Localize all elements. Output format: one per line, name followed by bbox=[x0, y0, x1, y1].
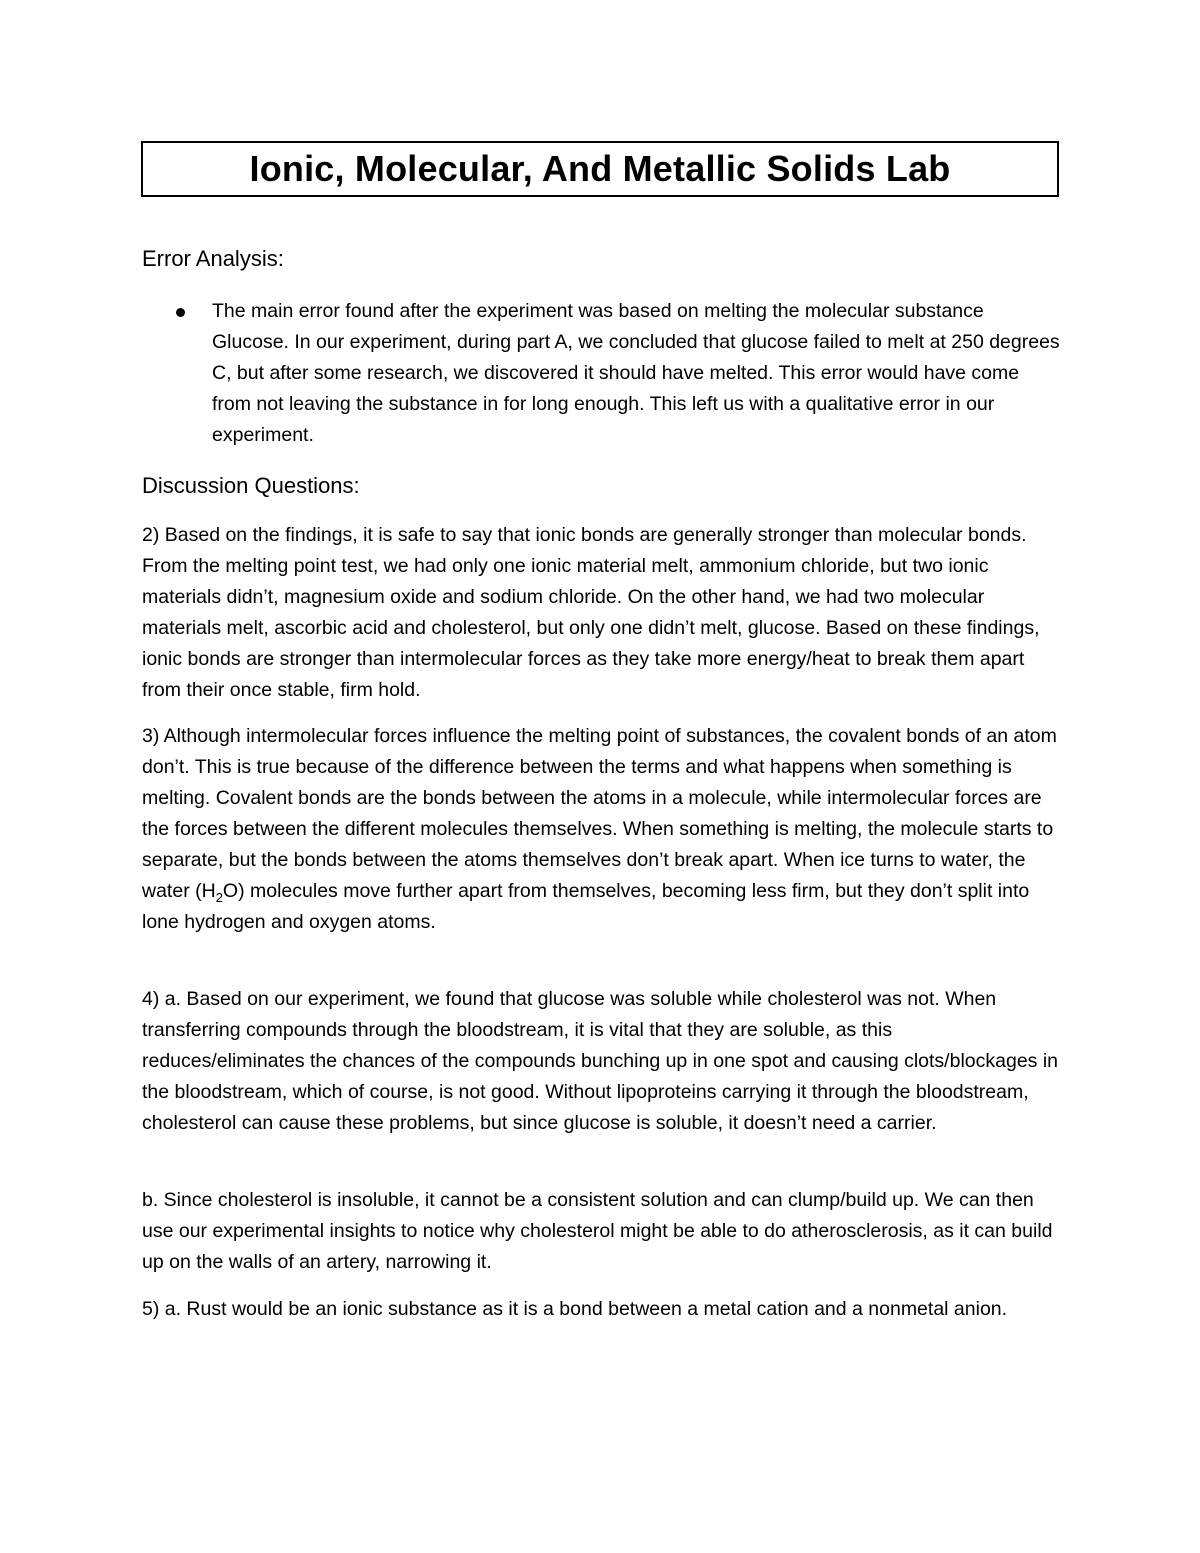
error-analysis-text: The main error found after the experiment was based on melting the molecular substance Glucose. In our experiment, during part A, we concluded that glucose failed to melt at 250 degrees C, but after some research, we discovered it should have melted. This error would have come from not leaving the substance in for long enough. This left us with a qualitative error in our experiment. bbox=[212, 300, 1060, 446]
subscript-2: 2 bbox=[215, 889, 223, 905]
bullet-icon bbox=[176, 308, 185, 317]
error-analysis-list bbox=[142, 296, 1060, 451]
document-title: Ionic, Molecular, And Metallic Solids Lab bbox=[249, 148, 951, 189]
list-item bbox=[142, 296, 1060, 451]
question-4a-answer: 4) a. Based on our experiment, we found that glucose was soluble while cholesterol was not. When transferring compounds through the bloodstream, it is vital that they are soluble, as this reduces/eliminates the chances of the compounds bunching up in one spot and causing clots/blockages in the bloodstream, which of course, is not good. Without lipoproteins carrying it through the bloodstream, cholesterol can cause these problems, but since glucose is soluble, it doesn’t need a carrier. bbox=[142, 988, 1059, 1134]
error-analysis-heading: Error Analysis: bbox=[142, 246, 284, 271]
question-3-text-part1: 3) Although intermolecular forces influence the melting point of substances, the covalent bonds of an atom don’t. This is true because of the difference between the terms and what happens when something is melting. Covalent bonds are the bonds between the atoms in a molecule, while intermolecular forces are the forces between the different molecules themselves. When something is melting, the molecule starts to separate, but the bonds between the atoms themselves don’t break apart. When ice turns to water, the water (H bbox=[142, 725, 1057, 902]
question-3-answer bbox=[142, 721, 1060, 938]
question-3-text-part2: O) molecules move further apart from themselves, becoming less firm, but they don’t split into lone hydrogen and oxygen atoms. bbox=[142, 880, 1030, 933]
question-4b-answer: b. Since cholesterol is insoluble, it cannot be a consistent solution and can clump/build up. We can then use our experimental insights to notice why cholesterol might be able to do atherosclerosis, as it can build up on the walls of an artery, narrowing it. bbox=[142, 1189, 1053, 1273]
title-box bbox=[141, 141, 1059, 197]
discussion-questions-heading: Discussion Questions: bbox=[142, 473, 360, 498]
question-2-answer: 2) Based on the findings, it is safe to say that ionic bonds are generally stronger than molecular bonds. From the melting point test, we had only one ionic material melt, ammonium chloride, but two ionic materials didn’t, magnesium oxide and sodium chloride. On the other hand, we had two molecular materials melt, ascorbic acid and cholesterol, but only one didn’t melt, glucose. Based on these findings, ionic bonds are stronger than intermolecular forces as they take more energy/heat to break them apart from their once stable, firm hold. bbox=[142, 524, 1040, 701]
question-5a-answer: 5) a. Rust would be an ionic substance as it is a bond between a metal cation and a nonmetal anion. bbox=[142, 1298, 1008, 1320]
